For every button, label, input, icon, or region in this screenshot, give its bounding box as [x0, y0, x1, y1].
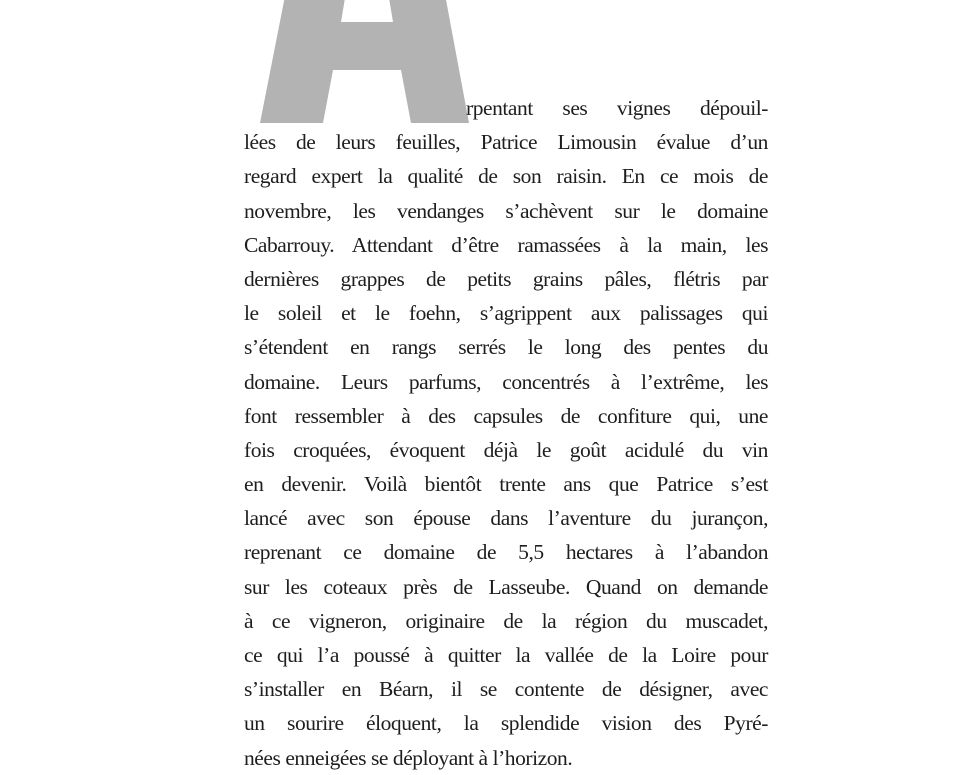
text-line: le soleil et le foehn, s’agrippent aux palissages qui: [244, 301, 768, 326]
text-line: Cabarrouy. Attendant d’être ramassées à la main, les: [244, 232, 768, 257]
text-line: sur les coteaux près de Lasseube. Quand on demande: [244, 574, 768, 599]
text-line: domaine. Leurs parfums, concentrés à l’extrême, les: [244, 369, 768, 394]
text-line: à ce vigneron, originaire de la région du muscadet,: [244, 608, 768, 633]
text-line: novembre, les vendanges s’achèvent sur le domaine: [244, 198, 768, 223]
text-line: rpentant ses vignes dépouil-: [466, 96, 768, 120]
text-line: ce qui l’a poussé à quitter la vallée de la Loire pour: [244, 643, 768, 667]
article-body: [244, 91, 768, 775]
text-line: un sourire éloquent, la splendide vision des Pyré-: [244, 711, 768, 736]
text-line: nées enneigées se déployant à l’horizon.: [244, 745, 573, 770]
text-line: regard expert la qualité de son raisin. En ce mois de: [244, 164, 768, 189]
text-line: lées de leurs feuilles, Patrice Limousin évalue d’un: [244, 130, 768, 155]
text-line: lancé avec son épouse dans l’aventure du jurançon,: [244, 506, 768, 531]
text-line: fois croquées, évoquent déjà le goût acidulé du vin: [244, 437, 768, 462]
text-line: reprenant ce domaine de 5,5 hectares à l’abandon: [244, 540, 768, 565]
text-line: s’installer en Béarn, il se contente de désigner, avec: [244, 677, 768, 702]
text-line: s’étendent en rangs serrés le long des pentes du: [244, 335, 768, 360]
text-line: dernières grappes de petits grains pâles, flétris par: [244, 266, 768, 291]
text-line: font ressembler à des capsules de confiture qui, une: [244, 403, 768, 428]
text-line: en devenir. Voilà bientôt trente ans que Patrice s’est: [244, 472, 768, 497]
